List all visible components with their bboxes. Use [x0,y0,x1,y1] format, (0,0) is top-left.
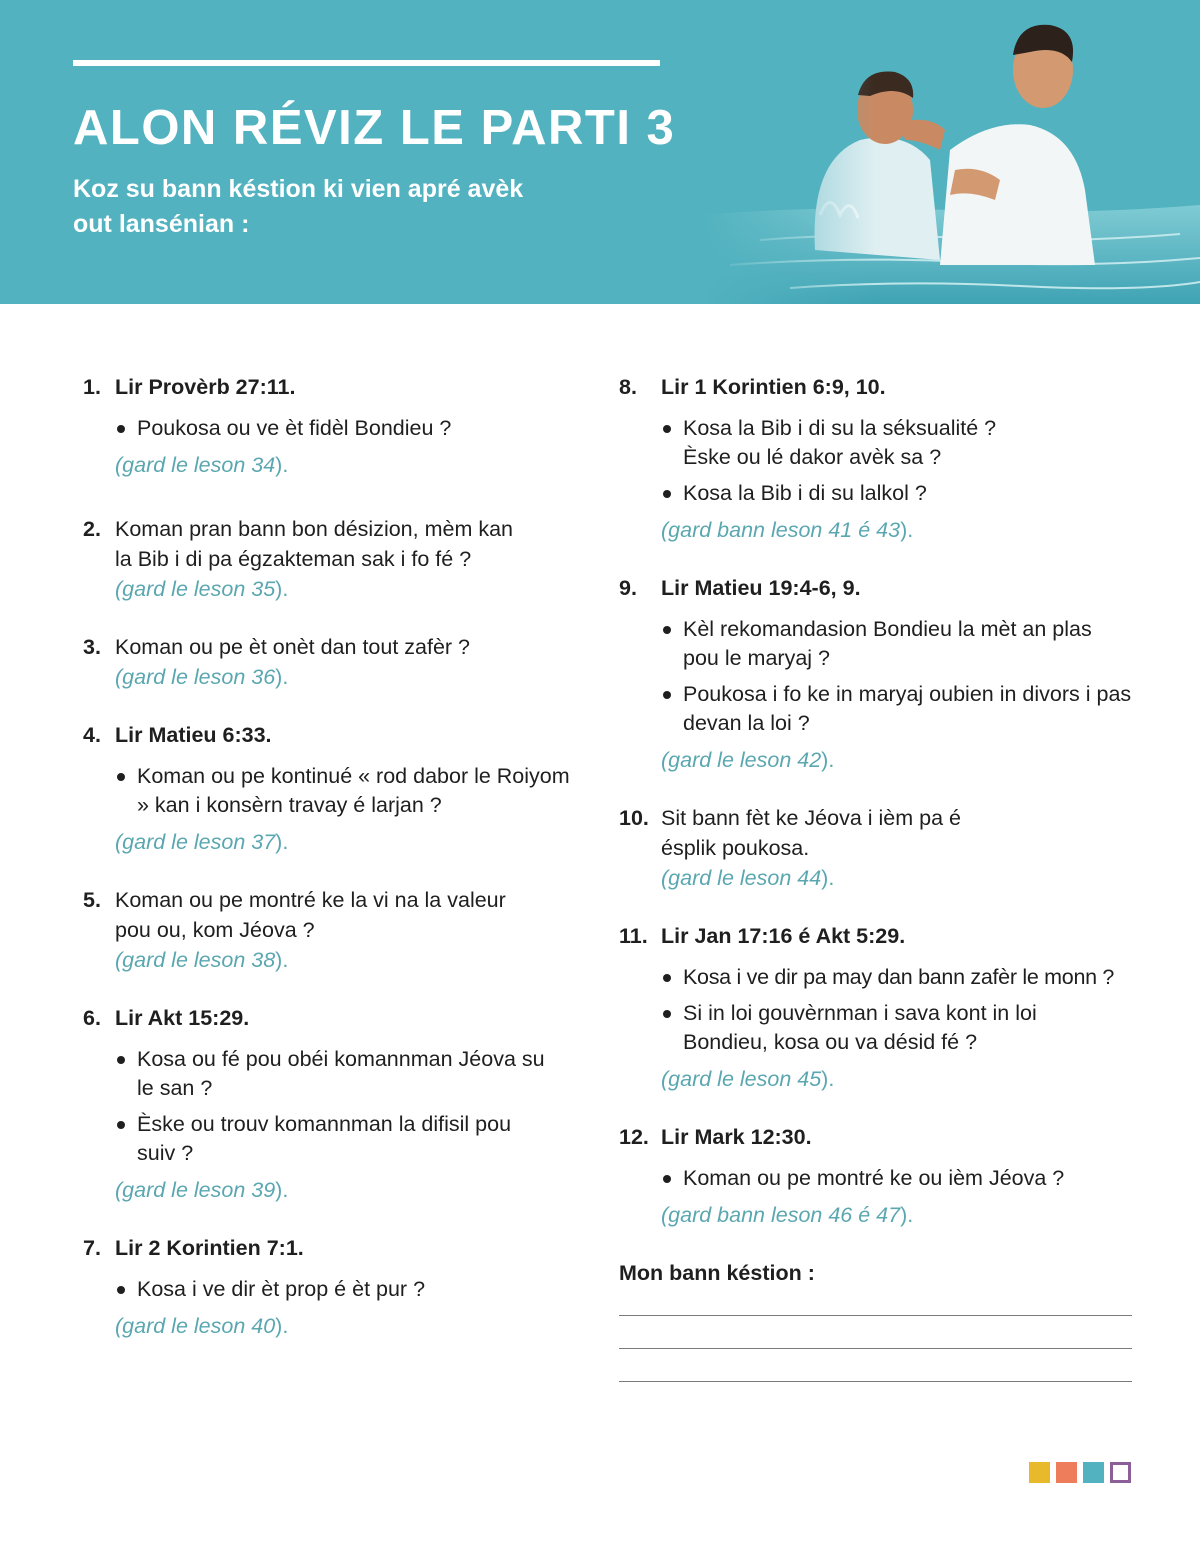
question-text: Koman ou pe montré ke la vi na la valeur pou ou, kom Jéova ? [115,888,506,942]
teal-square-icon [1083,1462,1104,1483]
question-text: Lir 2 Korintien 7:1. [115,1236,304,1260]
bullet-list [115,762,583,820]
question-number: 4. [83,723,101,747]
question-12 [619,1122,1159,1230]
lesson-reference: (gard le leson 36). [115,665,289,689]
question-number: 11. [619,924,648,948]
list-item: Koman ou pe kontinué « rod dabor le Roiyom » kan i konsèrn travay é larjan ? [115,762,577,820]
question-number: 1. [83,375,101,399]
question-4 [83,720,583,857]
page-subtitle: Koz su bann késtion ki vien apré avèk out lansénian : [73,175,524,238]
list-item: Poukosa ou ve èt fidèl Bondieu ? [115,414,583,443]
lesson-reference: (gard bann leson 46 é 47). [661,1203,914,1227]
question-9 [619,573,1159,775]
lesson-reference: (gard le leson 39). [115,1178,289,1202]
question-text: Koman pran bann bon désizion, mèm kan la Bib i di pa égzakteman sak i fo fé ? [115,517,513,571]
list-item: Kosa i ve dir pa may dan bann zafèr le monn ? [661,963,1153,992]
question-number: 12. [619,1125,649,1149]
lesson-reference: (gard le leson 40). [115,1314,289,1338]
yellow-square-icon [1029,1462,1050,1483]
question-text: Lir Provèrb 27:11. [115,375,296,399]
question-7 [83,1233,583,1341]
question-number: 2. [83,517,101,541]
list-item: Poukosa i fo ke in maryaj oubien in divors i pas devan la loi ? [661,680,1133,738]
questions-right-column [619,372,1159,1382]
bullet-list [661,963,1159,1057]
bullet-list [115,1275,583,1304]
lesson-reference: (gard le leson 44). [661,866,835,890]
questions-left-column [83,372,583,1341]
question-text: Lir Jan 17:16 é Akt 5:29. [661,924,906,948]
write-line[interactable] [619,1315,1132,1316]
lesson-reference: (gard le leson 35). [115,577,289,601]
question-number: 7. [83,1236,101,1260]
list-item: Kosa ou fé pou obéi komannman Jéova su le san ? [115,1045,547,1103]
list-item: Èske ou trouv komannman la difisil pou suiv ? [115,1110,517,1168]
question-1 [83,372,583,480]
question-8 [619,372,1159,545]
my-questions-section [619,1258,1159,1382]
list-item: Si in loi gouvèrnman i sava kont in loi Bondieu, kosa ou va désid fé ? [661,999,1083,1057]
question-number: 5. [83,888,101,912]
bullet-list [115,414,583,443]
list-item: Kosa i ve dir èt prop é èt pur ? [115,1275,583,1304]
list-item: Kèl rekomandasion Bondieu la mèt an plas pou le maryaj ? [661,615,1133,673]
question-text: Lir Matieu 19:4-6, 9. [661,576,861,600]
question-text: Sit bann fèt ke Jéova i ièm pa é ésplik poukosa. [661,806,961,860]
lesson-reference: (gard le leson 37). [115,830,289,854]
question-10 [619,803,1159,893]
question-number: 3. [83,635,101,659]
section-markers [1029,1462,1131,1483]
question-number: 9. [619,576,637,600]
lesson-reference: (gard bann leson 41 é 43). [661,518,914,542]
lesson-reference: (gard le leson 34). [115,453,289,477]
orange-square-icon [1056,1462,1077,1483]
question-6 [83,1003,583,1205]
outline-square-icon [1110,1462,1131,1483]
question-text: Lir Akt 15:29. [115,1006,250,1030]
question-number: 8. [619,375,637,399]
header-banner [0,0,1200,304]
question-text: Lir Matieu 6:33. [115,723,272,747]
baptism-illustration [700,0,1200,304]
question-text: Koman ou pe èt onèt dan tout zafèr ? [115,635,471,659]
question-number: 6. [83,1006,101,1030]
question-text: Lir 1 Korintien 6:9, 10. [661,375,886,399]
page-title: ALON RÉVIZ LE PARTI 3 [73,101,676,155]
list-item: Kosa la Bib i di su lalkol ? [661,479,1159,508]
question-5 [83,885,583,975]
question-3 [83,632,583,692]
write-line[interactable] [619,1381,1132,1382]
title-rule [73,60,660,66]
list-item: Kosa la Bib i di su la séksualité ? Èske ou lé dakor avèk sa ? [661,414,1023,472]
bullet-list [115,1045,583,1168]
lesson-reference: (gard le leson 42). [661,748,835,772]
question-11 [619,921,1159,1094]
question-2 [83,514,583,604]
write-line[interactable] [619,1348,1132,1349]
lesson-reference: (gard le leson 45). [661,1067,835,1091]
lesson-reference: (gard le leson 38). [115,948,289,972]
question-text: Lir Mark 12:30. [661,1125,812,1149]
question-number: 10. [619,806,649,830]
my-questions-title: Mon bann késtion : [619,1261,815,1285]
bullet-list [661,414,1159,508]
list-item: Koman ou pe montré ke ou ièm Jéova ? [661,1164,1159,1193]
bullet-list [661,1164,1159,1193]
bullet-list [661,615,1159,738]
